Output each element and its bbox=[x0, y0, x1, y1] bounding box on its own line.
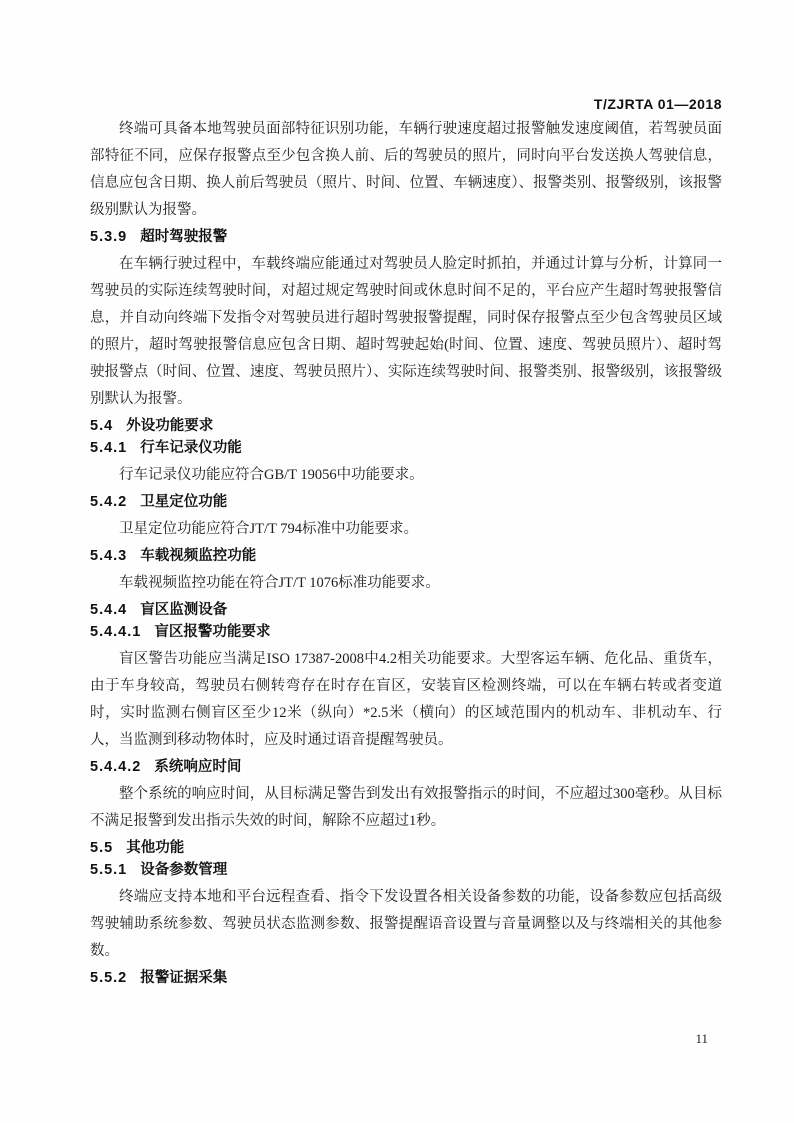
section-number: 5.4.3 bbox=[90, 548, 128, 564]
section-heading-5.4.4.1 bbox=[90, 624, 722, 641]
section-title: 卫星定位功能 bbox=[140, 494, 228, 510]
section-title: 超时驾驶报警 bbox=[140, 229, 228, 245]
paragraph: 行车记录仪功能应符合GB/T 19056中功能要求。 bbox=[119, 467, 424, 483]
section-heading-5.4.2 bbox=[90, 494, 722, 511]
section-title: 设备参数管理 bbox=[140, 862, 228, 878]
page-number: 11 bbox=[695, 1031, 708, 1046]
section-title: 盲区报警功能要求 bbox=[154, 624, 271, 640]
section-title: 系统响应时间 bbox=[154, 759, 242, 775]
paragraph: 整个系统的响应时间，从目标满足警告到发出有效报警指示的时间，不应超过300毫秒。从目标不满足报警到发出指示失效的时间，解除不应超过1秒。 bbox=[90, 786, 722, 829]
section-title: 外设功能要求 bbox=[126, 418, 214, 434]
section-number: 5.3.9 bbox=[90, 229, 128, 245]
section-number: 5.4 bbox=[90, 418, 114, 434]
section-number: 5.4.4.2 bbox=[90, 759, 142, 775]
section-title: 报警证据采集 bbox=[140, 970, 228, 986]
section-heading-5.4.4 bbox=[90, 602, 722, 619]
paragraph: 车载视频监控功能在符合JT/T 1076标准功能要求。 bbox=[119, 575, 440, 591]
section-heading-5.5.2 bbox=[90, 970, 722, 987]
section-heading-5.4.3 bbox=[90, 548, 722, 565]
section-title: 车载视频监控功能 bbox=[140, 548, 257, 564]
section-heading-5.5 bbox=[90, 840, 722, 857]
section-title: 行车记录仪功能 bbox=[140, 440, 242, 456]
section-number: 5.5.1 bbox=[90, 862, 128, 878]
section-number: 5.4.4 bbox=[90, 602, 128, 618]
section-number: 5.4.4.1 bbox=[90, 624, 142, 640]
section-number: 5.5 bbox=[90, 840, 114, 856]
document-number: T/ZJRTA 01—2018 bbox=[593, 96, 722, 112]
section-title: 其他功能 bbox=[126, 840, 185, 856]
section-heading-5.3.9 bbox=[90, 229, 722, 246]
section-heading-5.4 bbox=[90, 418, 722, 435]
section-heading-5.5.1 bbox=[90, 862, 722, 879]
paragraph: 终端应支持本地和平台远程查看、指令下发设置各相关设备参数的功能，设备参数应包括高级驾驶辅助系统参数、驾驶员状态监测参数、报警提醒语音设置与音量调整以及与终端相关的其他参数。 bbox=[90, 889, 722, 959]
paragraph: 在车辆行驶过程中，车载终端应能通过对驾驶员人脸定时抓拍，并通过计算与分析，计算同一驾驶员的实际连续驾驶时间，对超过规定驾驶时间或休息时间不足的，平台应产生超时驾驶报警信息，并自动向终端下发指令对驾驶员进行超时驾驶报警提醒，同时保存报警点至少包含驾驶员区域的照片，超时驾驶报警信息应包含日期、超时驾驶起始(时间、位置、速度、驾驶员照片）、超时驾驶报警点（时间、位置、速度、驾驶员照片）、实际连续驾驶时间、报警类别、报警级别，该报警级别默认为报警。 bbox=[90, 256, 722, 407]
section-heading-5.4.1 bbox=[90, 440, 722, 457]
section-heading-5.4.4.2 bbox=[90, 759, 722, 776]
section-number: 5.4.1 bbox=[90, 440, 128, 456]
paragraph: 卫星定位功能应符合JT/T 794标准中功能要求。 bbox=[119, 521, 418, 537]
document-body bbox=[90, 116, 722, 992]
paragraph: 盲区警告功能应当满足ISO 17387-2008中4.2相关功能要求。大型客运车辆、危化品、重货车，由于车身较高，驾驶员右侧转弯存在时存在盲区，安装盲区检测终端，可以在车辆右转或者变道时，实时监测右侧盲区至少12米（纵向）*2.5米（横向）的区域范围内的机动车、非机动车、行人，当监测到移动物体时，应及时通过语音提醒驾驶员。 bbox=[90, 651, 722, 748]
paragraph: 终端可具备本地驾驶员面部特征识别功能，车辆行驶速度超过报警触发速度阈值，若驾驶员面部特征不同，应保存报警点至少包含换人前、后的驾驶员的照片，同时向平台发送换人驾驶信息，信息应包含日期、换人前后驾驶员（照片、时间、位置、车辆速度）、报警类别、报警级别，该报警级别默认为报警。 bbox=[90, 121, 722, 218]
section-number: 5.4.2 bbox=[90, 494, 128, 510]
section-number: 5.5.2 bbox=[90, 970, 128, 986]
section-title: 盲区监测设备 bbox=[140, 602, 228, 618]
